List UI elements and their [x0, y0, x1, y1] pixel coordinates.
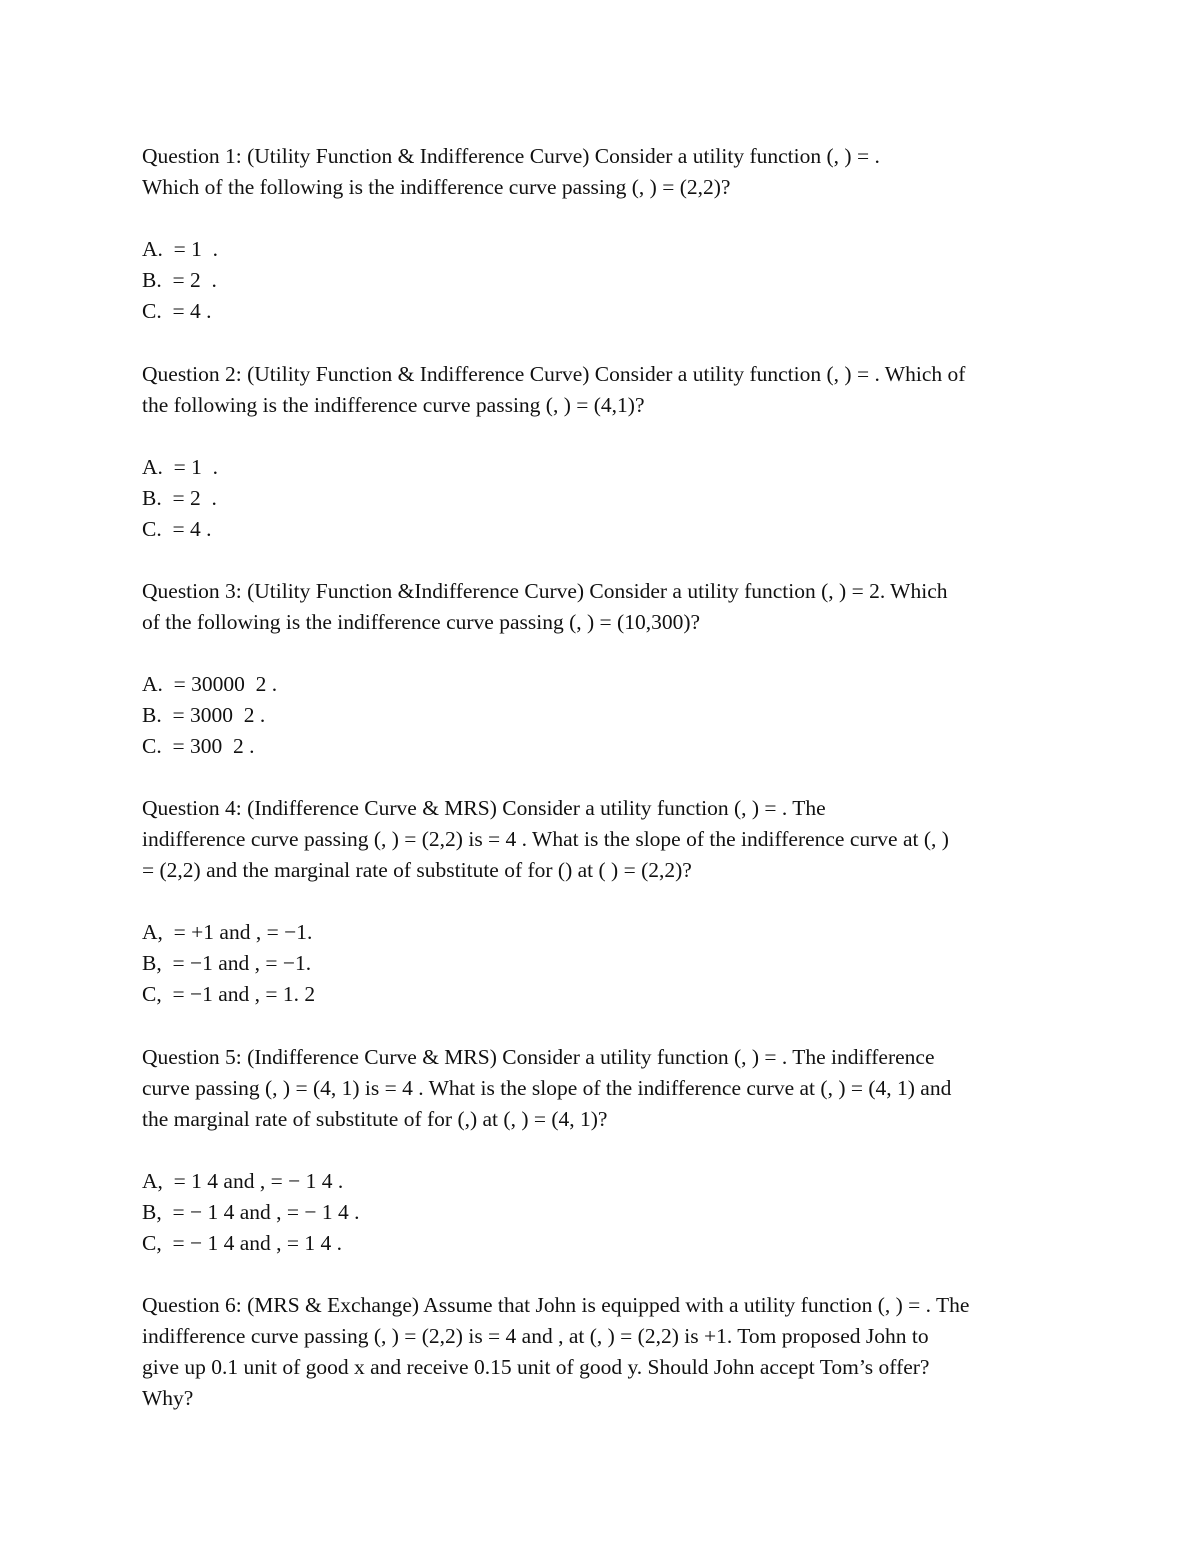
- question-3: [142, 576, 1082, 762]
- answer-options: [142, 917, 1082, 1010]
- option-a: A, = 1 4 and , = − 1 4 .: [142, 1169, 344, 1193]
- option-a: A. = 1 .: [142, 455, 219, 479]
- option-c: C, = − 1 4 and , = 1 4 .: [142, 1231, 343, 1255]
- question-5: [142, 1042, 1082, 1259]
- question-6: [142, 1290, 1082, 1414]
- option-c: C, = −1 and , = 1. 2: [142, 982, 316, 1006]
- question-text: Question 4: (Indifference Curve & MRS) Consider a utility function (, ) = . The indifference curve passing (, ) = (2,2) is = 4 . What is the slope of the indifference curve at (, ) = (2,2) and the marginal rate of substitute of for () at ( ) = (2,2)?: [142, 796, 949, 882]
- question-1: [142, 141, 1082, 327]
- answer-options: [142, 452, 1082, 545]
- answer-options: [142, 669, 1082, 762]
- question-4: [142, 793, 1082, 1010]
- question-text: Question 6: (MRS & Exchange) Assume that John is equipped with a utility function (, ) = . The indifference curve passing (, ) = (2,2) is = 4 and , at (, ) = (2,2) is +1. Tom proposed John to give up 0.1 unit of good x and receive 0.15 unit of good y. Should John accept Tom’s offer? Why?: [142, 1293, 970, 1410]
- option-a: A, = +1 and , = −1.: [142, 920, 313, 944]
- option-c: C. = 300 2 .: [142, 734, 255, 758]
- question-text: Question 3: (Utility Function &Indifference Curve) Consider a utility function (, ) = 2. Which of the following is the indifference curve passing (, ) = (10,300)?: [142, 579, 948, 634]
- question-text: Question 5: (Indifference Curve & MRS) Consider a utility function (, ) = . The indifference curve passing (, ) = (4, 1) is = 4 . What is the slope of the indifference curve at (, ) = (4, 1) and the marginal rate of substitute of for (,) at (, ) = (4, 1)?: [142, 1045, 952, 1131]
- question-text: Question 1: (Utility Function & Indifference Curve) Consider a utility function (, ) = . Which of the following is the indifference curve passing (, ) = (2,2)?: [142, 144, 880, 199]
- option-b: B, = −1 and , = −1.: [142, 951, 312, 975]
- option-a: A. = 30000 2 .: [142, 672, 278, 696]
- question-text: Question 2: (Utility Function & Indifference Curve) Consider a utility function (, ) = . Which of the following is the indifference curve passing (, ) = (4,1)?: [142, 362, 966, 417]
- option-b: B. = 2 .: [142, 268, 217, 292]
- option-b: B. = 2 .: [142, 486, 217, 510]
- answer-options: [142, 234, 1082, 327]
- question-2: [142, 359, 1082, 545]
- option-b: B. = 3000 2 .: [142, 703, 266, 727]
- option-b: B, = − 1 4 and , = − 1 4 .: [142, 1200, 360, 1224]
- option-c: C. = 4 .: [142, 517, 212, 541]
- option-a: A. = 1 .: [142, 237, 219, 261]
- option-c: C. = 4 .: [142, 299, 212, 323]
- answer-options: [142, 1166, 1082, 1259]
